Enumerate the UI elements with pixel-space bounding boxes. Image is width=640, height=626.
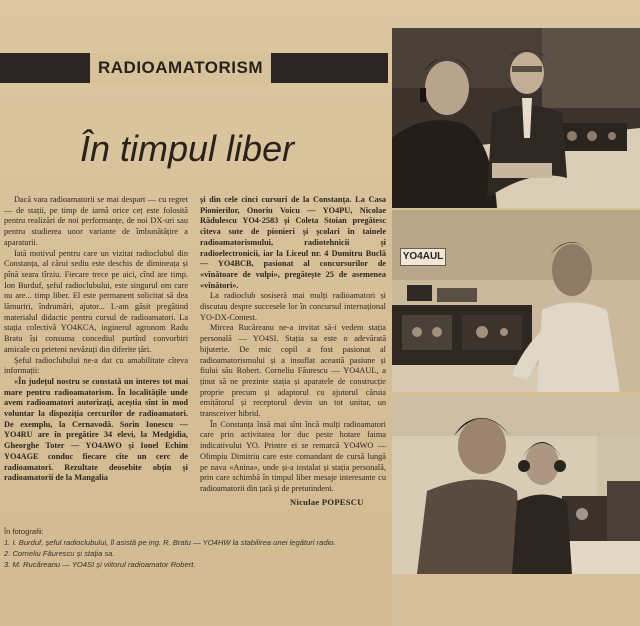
paragraph: Dacă vara radioamatorii se mai despart — cu regret — de stații, pe timp de iarnă orice ceț este folosită pentru realizări de noi performanțe, de noi DX-uri sau pentru studierea unor variante de îmbunătățire a aparaturii. (4, 195, 188, 247)
article-headline: În timpul liber (80, 128, 295, 169)
captions-heading: În fotografii: (4, 527, 44, 536)
photo-captions (4, 526, 388, 570)
article-column-1 (4, 195, 188, 484)
section-header-band (0, 53, 388, 83)
section-title-text: RADIOAMATORISM (98, 58, 264, 77)
paragraph-bold: și din cele cinci cursuri de la Constanța. La Casa Pionierilor, Onoriu Voicu — YO4PU, Nicolae Rădulescu YO4-2583 și Coleta Stoian pregătesc cîteva sute de pionieri și școlari în tainele radioamatorismului, radiotehnicii și radioelectronicii, iar la Liceul nr. 4 Dumitru Buclă — YO4BCB, pasionat al concursurilor de «vînătoare de vulpi», pregătește 25 de asemenea «vînători». (200, 195, 386, 290)
caption-2: 2. Corneliu Făurescu și stația sa. (4, 549, 115, 558)
photo-2-station-yo4aul (392, 210, 640, 392)
paragraph: La radioclub sosiseră mai mulți radioamatori și discutau despre succesele lor în concursul internațional YO-DX-Contest. (200, 291, 386, 322)
page-margin (392, 574, 640, 626)
photo-3-rucareanu-robert (392, 396, 640, 574)
caption-1: 1. I. Burduf, șeful radioclubului, îl asistă pe ing. R. Bratu — YO4HW la stabilirea unei legături radio. (4, 538, 336, 547)
article-author: Niculae POPESCU (290, 497, 364, 507)
paragraph: În Constanța însă mai sînt încă mulți radioamatori care prin activitatea lor duc peste hotare faima indicativului YO. Printre ei se remarcă YO4WO — Olimpiu Dimitriu care este comandant de cursă lungă pe nava «Anina», unde și-a instalat și stația personală, prin care schimbă în timpul liber mesaje interesante cu radioamatorii din țară și de pretutindeni. (200, 419, 386, 493)
article-column-2 (200, 195, 386, 495)
paragraph-bold: «În județul nostru se constată un interes tot mai mare pentru radioamatorism. În localitățile unde avem radioamatori autorizați, aceștia sînt în mod voluntar la dispoziția cercurilor de radioamatori. De exemplu, la Cernavodă. Sorin Ionescu — YO4RU are în pregătire 34 elevi, la Medgidia, Gheorghe Toter — YO4AWO și Ionel Echim YO4AGE conduc fiecare cîte un cerc de radioamatori. Rezultate deosebite obțin și radioamatorii de la Mangalia (4, 376, 188, 483)
section-title (90, 53, 271, 83)
paragraph: Mircea Rucăreanu ne-a invitat să-i vedem stația personală — YO4SI. Stația sa este o adevărată bijuterie. De mic copil a fost pasionat al radioamatorismului și a insuflat această pasiune și fiului său Robert. Corneliu Făurescu — YO4AUL, a ținut să ne prezinte stația și aparatele de construcție proprie precum și adaptorul cu ajutorul căruia emițătorul și receptorul devin un tot unitar, un transceiver hibrid. (200, 323, 386, 419)
photo-1-radio-club (392, 28, 640, 208)
caption-3: 3. M. Rucăreanu — YO4SI și viitorul radioamator Robert. (4, 560, 196, 569)
paragraph: Șeful radioclubului ne-a dat cu amabilitate cîteva informații: (4, 355, 188, 376)
photo-2-callsign-sign: YO4AUL (400, 248, 446, 266)
paragraph: Iată motivul pentru care un vizitat radioclubul din Constanța, al cărui sediu este deschis de dimineața și pînă seara tîrziu. Fiecare trece pe aici, cînd are timp. Ion Burduf, șeful radioclubului, este singurul om care nu are... timp liber. El este permanent solicitat să dea lămuriri, îndrumări, ajutor... L-am găsit pregătind materialul didactic pentru cursul de radioamatori. La stația colectivă YO4KCA, inginerul agronom Radu Bratu își consuma concediul purtînd convorbiri amicale cu prieteni nevăzuți din diferite țări. (4, 248, 188, 354)
